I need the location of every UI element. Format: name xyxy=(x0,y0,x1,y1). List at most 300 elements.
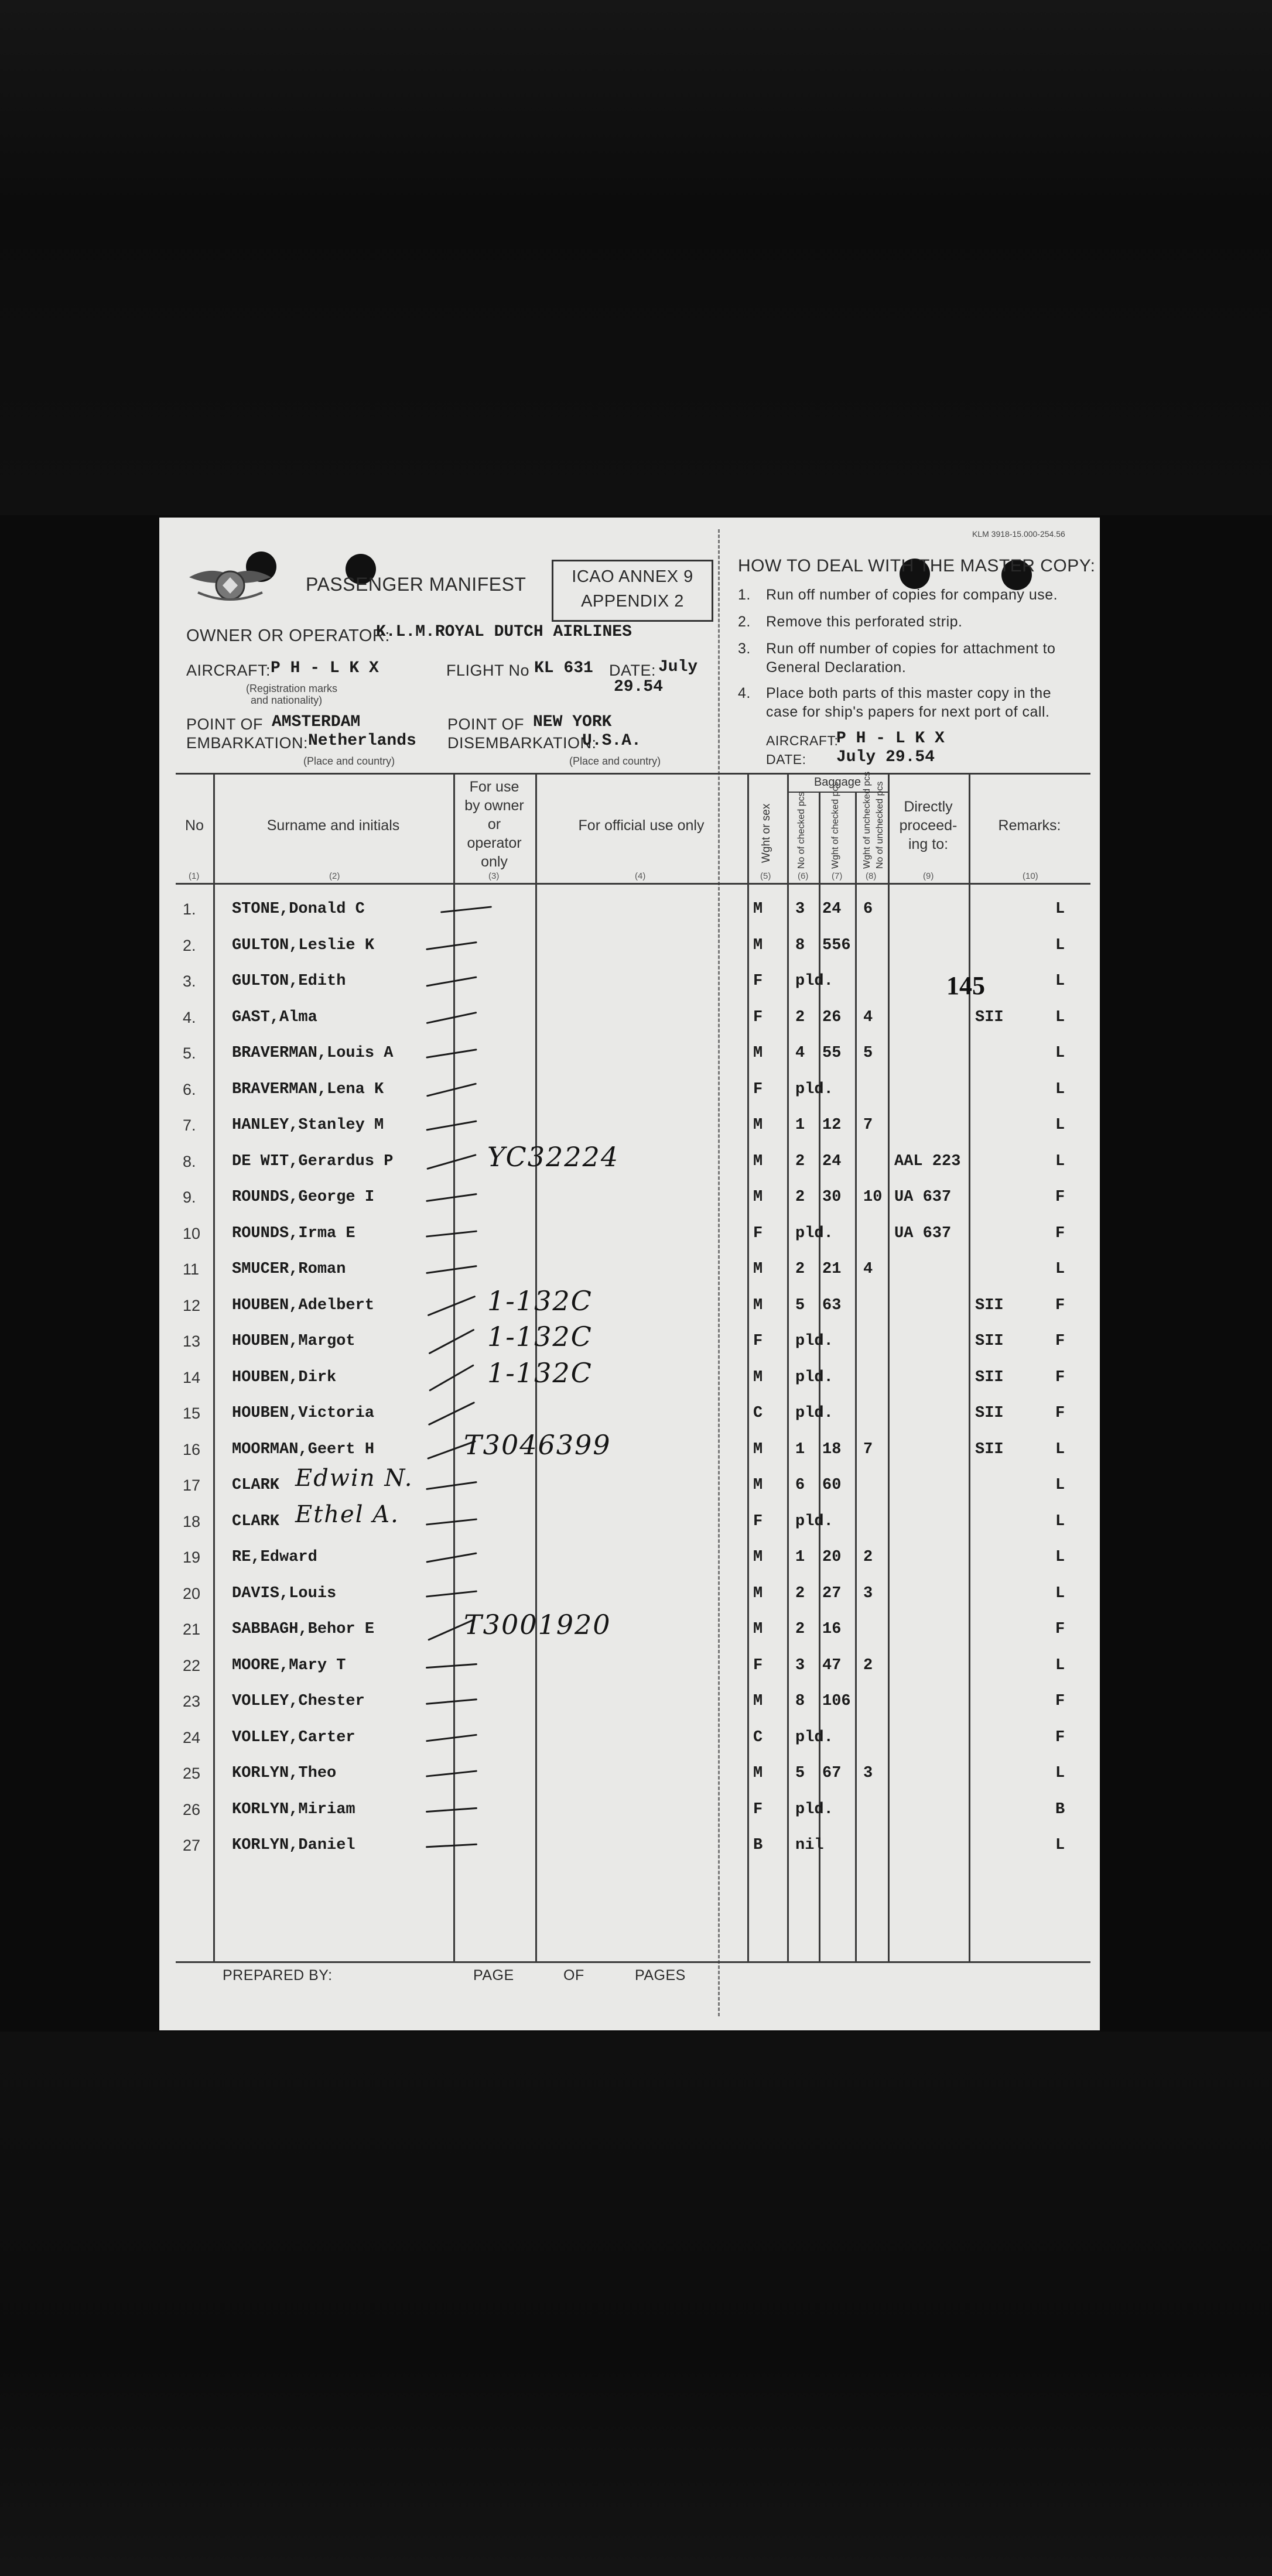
table-row xyxy=(159,1001,1100,1037)
destination: AAL 223 xyxy=(894,1152,961,1170)
baggage-weight: 12 xyxy=(822,1116,842,1134)
passenger-name: HOUBEN,Adelbert xyxy=(232,1296,375,1314)
baggage-weight: 20 xyxy=(822,1549,842,1566)
row-number: 6. xyxy=(183,1080,196,1098)
header-remarks: Remarks: xyxy=(998,817,1061,834)
manifest-title: PASSENGER MANIFEST xyxy=(306,574,526,595)
row-number: 13 xyxy=(183,1332,201,1350)
cabin-baggage: 7 xyxy=(863,1116,873,1134)
remark-code: F xyxy=(1055,1368,1065,1386)
passenger-name: HOUBEN,Victoria xyxy=(232,1405,375,1422)
passenger-name: KORLYN,Daniel xyxy=(232,1837,355,1854)
passenger-sex: M xyxy=(753,1693,763,1710)
baggage-pieces: 2 xyxy=(795,1621,805,1638)
flight-value: KL 631 xyxy=(534,659,593,677)
baggage-pieces: pld. xyxy=(795,1332,833,1350)
baggage-pieces: 5 xyxy=(795,1765,805,1782)
header-bag-weight: Wght of checked pcs xyxy=(830,782,840,869)
special-code: SII xyxy=(975,1368,1004,1386)
baggage-pieces: 6 xyxy=(795,1477,805,1494)
passenger-name: SMUCER,Roman xyxy=(232,1260,346,1278)
baggage-pieces: 1 xyxy=(795,1116,805,1134)
remark-code: F xyxy=(1055,1405,1065,1422)
instruction-text: Run off number of copies for attachment to xyxy=(766,640,1056,657)
handwritten-note: 1-132C xyxy=(487,1321,593,1352)
table-row xyxy=(159,892,1100,929)
passenger-sex: C xyxy=(753,1405,763,1422)
disembark-note: (Place and country) xyxy=(569,755,661,767)
baggage-pieces: nil xyxy=(795,1837,824,1854)
baggage-pieces: 2 xyxy=(795,1152,805,1170)
table-row xyxy=(159,1429,1100,1469)
table-row xyxy=(159,1609,1100,1649)
passenger-sex: C xyxy=(753,1728,763,1746)
passenger-sex: F xyxy=(753,1656,763,1674)
aircraft-label: AIRCRAFT: xyxy=(186,662,271,679)
passenger-name: CLARK xyxy=(232,1512,280,1530)
header-directly-line: proceed- xyxy=(899,817,958,834)
icao-annex-box xyxy=(552,560,713,622)
passenger-name: GULTON,Leslie K xyxy=(232,936,375,954)
row-number: 14 xyxy=(183,1368,201,1386)
check-mark xyxy=(426,1734,477,1742)
cabin-baggage: 2 xyxy=(863,1549,873,1566)
cabin-baggage: 2 xyxy=(863,1656,873,1674)
header-bag-number: No of unchecked pcs xyxy=(875,781,885,869)
row-number: 26 xyxy=(183,1800,201,1818)
remark-code: L xyxy=(1055,1008,1065,1026)
table-row xyxy=(159,1540,1100,1577)
remark-code: L xyxy=(1055,972,1065,990)
passenger-sex: F xyxy=(753,972,763,990)
check-mark xyxy=(426,1230,477,1237)
passenger-name: HANLEY,Stanley M xyxy=(232,1116,384,1134)
check-mark xyxy=(428,1329,474,1355)
header-owner-use-line: For use xyxy=(469,779,519,795)
remark-code: L xyxy=(1055,1512,1065,1530)
row-number: 2. xyxy=(183,936,196,954)
check-mark xyxy=(426,1663,477,1668)
passenger-name: DAVIS,Louis xyxy=(232,1584,337,1602)
passenger-name: KORLYN,Miriam xyxy=(232,1800,355,1818)
special-code: SII xyxy=(975,1405,1004,1422)
check-mark xyxy=(426,976,477,986)
check-mark xyxy=(426,941,477,950)
baggage-pieces: 1 xyxy=(795,1549,805,1566)
registration-note: and nationality) xyxy=(251,694,323,706)
strip-date-label: DATE: xyxy=(766,752,806,767)
baggage-weight: 21 xyxy=(822,1260,842,1278)
header-weight-sex: Wght or sex xyxy=(760,803,772,863)
baggage-pieces: 2 xyxy=(795,1188,805,1206)
instruction-number: 4. xyxy=(738,685,751,701)
stamp-number: 145 xyxy=(946,971,985,1000)
table-row xyxy=(159,929,1100,965)
passenger-name: SABBAGH,Behor E xyxy=(232,1621,375,1638)
check-mark xyxy=(426,1590,477,1597)
table-row xyxy=(159,1140,1100,1181)
col-number: (5) xyxy=(760,871,771,881)
check-mark xyxy=(426,1844,477,1848)
baggage-pieces: pld. xyxy=(795,1224,833,1242)
remark-code: L xyxy=(1055,1584,1065,1602)
manifest-document xyxy=(159,518,1100,2030)
handwritten-note: Ethel A. xyxy=(295,1501,399,1528)
remark-code: B xyxy=(1055,1800,1065,1818)
instruction-text: Remove this perforated strip. xyxy=(766,614,963,630)
handwritten-note: 1-132C xyxy=(487,1356,593,1389)
baggage-weight: 60 xyxy=(822,1477,842,1494)
passenger-name: ROUNDS,George I xyxy=(232,1188,375,1206)
passenger-sex: F xyxy=(753,1224,763,1242)
baggage-weight: 18 xyxy=(822,1440,842,1458)
baggage-pieces: pld. xyxy=(795,1368,833,1386)
registration-note: (Registration marks xyxy=(246,683,338,694)
remark-code: L xyxy=(1055,1549,1065,1566)
baggage-pieces: 5 xyxy=(795,1296,805,1314)
row-number: 16 xyxy=(183,1440,201,1458)
instruction-text: General Declaration. xyxy=(766,659,907,676)
remark-code: L xyxy=(1055,1116,1065,1134)
check-mark xyxy=(426,1083,477,1097)
passenger-sex: F xyxy=(753,1800,763,1818)
baggage-weight: 26 xyxy=(822,1008,842,1026)
table-row xyxy=(159,1321,1100,1361)
annex-line: ICAO ANNEX 9 xyxy=(572,567,693,586)
baggage-weight: 67 xyxy=(822,1765,842,1782)
check-mark xyxy=(426,1807,477,1812)
remark-code: L xyxy=(1055,1044,1065,1062)
passenger-name: VOLLEY,Chester xyxy=(232,1693,365,1710)
check-mark xyxy=(429,1364,474,1392)
col-number: (3) xyxy=(488,871,500,881)
cabin-baggage: 6 xyxy=(863,900,873,918)
embark-label: EMBARKATION: xyxy=(186,734,309,752)
col-number: (9) xyxy=(923,871,934,881)
row-number: 12 xyxy=(183,1296,201,1314)
strip-aircraft-label: AIRCRAFT: xyxy=(766,733,839,748)
handwritten-note: 1-132C xyxy=(487,1284,593,1317)
passenger-sex: M xyxy=(753,900,763,918)
special-code: SII xyxy=(975,1332,1004,1350)
row-number: 15 xyxy=(183,1405,201,1422)
special-code: SII xyxy=(975,1296,1004,1314)
row-number: 21 xyxy=(183,1621,201,1638)
passenger-name: KORLYN,Theo xyxy=(232,1765,337,1782)
table-row xyxy=(159,1073,1100,1109)
table-row xyxy=(159,1108,1100,1145)
disembark-city: NEW YORK xyxy=(533,713,612,731)
passenger-sex: M xyxy=(753,1477,763,1494)
row-number: 22 xyxy=(183,1656,201,1674)
passenger-sex: M xyxy=(753,1260,763,1278)
col-number: (10) xyxy=(1023,871,1038,881)
row-number: 9. xyxy=(183,1188,196,1206)
baggage-pieces: 4 xyxy=(795,1044,805,1062)
check-mark xyxy=(426,1153,476,1169)
remark-code: F xyxy=(1055,1188,1065,1206)
table-row xyxy=(159,1756,1100,1793)
baggage-pieces: 2 xyxy=(795,1260,805,1278)
check-mark xyxy=(426,1120,477,1131)
remark-code: F xyxy=(1055,1296,1065,1314)
passenger-sex: M xyxy=(753,936,763,954)
cabin-baggage: 5 xyxy=(863,1044,873,1062)
row-number: 17 xyxy=(183,1477,201,1494)
baggage-pieces: pld. xyxy=(795,1800,833,1818)
remark-code: L xyxy=(1055,1440,1065,1458)
table-row xyxy=(159,1828,1100,1865)
baggage-pieces: pld. xyxy=(795,1080,833,1098)
table-row xyxy=(159,1356,1100,1397)
header-owner-use-line: only xyxy=(481,854,508,870)
remark-code: F xyxy=(1055,1693,1065,1710)
col-number: (2) xyxy=(329,871,340,881)
baggage-weight: 556 xyxy=(822,936,851,954)
passenger-sex: M xyxy=(753,1584,763,1602)
check-mark xyxy=(426,1770,477,1777)
remark-code: L xyxy=(1055,1837,1065,1854)
passenger-sex: M xyxy=(753,1765,763,1782)
row-number: 23 xyxy=(183,1693,201,1710)
col-number: (7) xyxy=(832,871,843,881)
date-value: July xyxy=(658,658,698,676)
passenger-sex: M xyxy=(753,1368,763,1386)
form-code: KLM 3918-15.000-254.56 xyxy=(972,529,1065,539)
disembark-label: DISEMBARKATION: xyxy=(447,734,597,752)
remark-code: F xyxy=(1055,1728,1065,1746)
embark-city: AMSTERDAM xyxy=(272,713,361,731)
baggage-weight: 30 xyxy=(822,1188,842,1206)
table-row xyxy=(159,1684,1100,1721)
check-mark xyxy=(426,1518,477,1525)
destination: UA 637 xyxy=(894,1188,952,1206)
handwritten-note: YC32224 xyxy=(487,1140,620,1173)
cabin-baggage: 10 xyxy=(863,1188,883,1206)
row-number: 3. xyxy=(183,972,196,990)
passenger-sex: F xyxy=(753,1080,763,1098)
remark-code: L xyxy=(1055,1080,1065,1098)
row-number: 1. xyxy=(183,900,196,918)
aircraft-value: P H - L K X xyxy=(271,659,379,677)
row-number: 20 xyxy=(183,1584,201,1602)
handwritten-note: T3001920 xyxy=(464,1609,611,1640)
passenger-name: CLARK xyxy=(232,1477,280,1494)
baggage-weight: 24 xyxy=(822,1152,842,1170)
baggage-pieces: pld. xyxy=(795,972,833,990)
strip-date-value: July 29.54 xyxy=(836,748,935,766)
passenger-sex: M xyxy=(753,1152,763,1170)
col-number: (6) xyxy=(798,871,809,881)
remark-code: L xyxy=(1055,1477,1065,1494)
table-top-border xyxy=(176,773,1090,775)
passenger-name: HOUBEN,Dirk xyxy=(232,1368,337,1386)
owner-value: K.L.M.ROYAL DUTCH AIRLINES xyxy=(376,623,632,641)
baggage-weight: 63 xyxy=(822,1296,842,1314)
table-row xyxy=(159,1036,1100,1073)
table-row xyxy=(159,1217,1100,1253)
flight-label: FLIGHT No xyxy=(446,662,530,679)
header-owner-use-line: by owner xyxy=(464,797,524,814)
col-number: (1) xyxy=(189,871,200,881)
passenger-name: STONE,Donald C xyxy=(232,900,365,918)
check-mark xyxy=(426,1049,477,1059)
instruction-text: Place both parts of this master copy in the xyxy=(766,685,1052,701)
passenger-sex: M xyxy=(753,1296,763,1314)
header-directly-line: ing to: xyxy=(908,836,949,852)
passenger-name: BRAVERMAN,Louis A xyxy=(232,1044,394,1062)
remark-code: L xyxy=(1055,900,1065,918)
strip-aircraft-value: P H - L K X xyxy=(836,729,945,748)
remark-code: L xyxy=(1055,1656,1065,1674)
passenger-sex: M xyxy=(753,1621,763,1638)
cabin-baggage: 3 xyxy=(863,1765,873,1782)
check-mark xyxy=(440,906,492,913)
remark-code: F xyxy=(1055,1332,1065,1350)
appendix-line: APPENDIX 2 xyxy=(581,592,684,611)
passenger-name: VOLLEY,Carter xyxy=(232,1728,355,1746)
row-number: 24 xyxy=(183,1728,201,1746)
check-mark xyxy=(426,1481,477,1490)
of-label: OF xyxy=(563,1967,584,1984)
remark-code: L xyxy=(1055,1152,1065,1170)
check-mark xyxy=(426,1552,477,1563)
baggage-pieces: 8 xyxy=(795,936,805,954)
passenger-sex: F xyxy=(753,1332,763,1350)
header-baggage: Baggage xyxy=(813,776,861,789)
table-row xyxy=(159,1577,1100,1613)
embark-label: POINT OF xyxy=(186,715,264,733)
passenger-sex: M xyxy=(753,1440,763,1458)
table-row xyxy=(159,1649,1100,1685)
instructions-title: HOW TO DEAL WITH THE MASTER COPY: xyxy=(738,556,1096,576)
passenger-name: BRAVERMAN,Lena K xyxy=(232,1080,384,1098)
table-row xyxy=(159,964,1100,1001)
prepared-by-label: PREPARED BY: xyxy=(223,1967,333,1984)
table-row xyxy=(159,1284,1100,1325)
date-label: DATE: xyxy=(609,662,656,679)
passenger-name: ROUNDS,Irma E xyxy=(232,1224,355,1242)
film-border-top xyxy=(0,0,1272,515)
baggage-pieces: 3 xyxy=(795,900,805,918)
page-label: PAGE xyxy=(473,1967,514,1984)
table-header-border xyxy=(176,883,1090,885)
passenger-sex: F xyxy=(753,1008,763,1026)
col-number: (4) xyxy=(635,871,646,881)
klm-logo-icon xyxy=(186,560,274,609)
table-row xyxy=(159,1721,1100,1757)
baggage-weight: 55 xyxy=(822,1044,842,1062)
header-official: For official use only xyxy=(578,817,705,834)
header-surname: Surname and initials xyxy=(266,817,400,834)
passenger-sex: M xyxy=(753,1188,763,1206)
remark-code: L xyxy=(1055,1765,1065,1782)
baggage-weight: 27 xyxy=(822,1584,842,1602)
baggage-pieces: 1 xyxy=(795,1440,805,1458)
cabin-baggage: 7 xyxy=(863,1440,873,1458)
cabin-baggage: 4 xyxy=(863,1008,873,1026)
table-row xyxy=(159,1501,1100,1541)
header-owner-use-line: or xyxy=(487,816,501,833)
remark-code: F xyxy=(1055,1621,1065,1638)
passenger-name: MOORMAN,Geert H xyxy=(232,1440,375,1458)
header-no: No xyxy=(185,817,204,834)
header-directly xyxy=(888,797,969,854)
remark-code: L xyxy=(1055,936,1065,954)
embark-note: (Place and country) xyxy=(303,755,395,767)
date-value: 29.54 xyxy=(614,678,664,696)
baggage-pieces: 8 xyxy=(795,1693,805,1710)
row-number: 7. xyxy=(183,1116,196,1134)
baggage-pieces: pld. xyxy=(795,1512,833,1530)
remark-code: F xyxy=(1055,1224,1065,1242)
header-bag-pieces: No of checked pcs xyxy=(796,792,806,869)
header-owner-use-line: operator xyxy=(467,835,522,851)
passenger-name: GAST,Alma xyxy=(232,1008,317,1026)
cabin-baggage: 3 xyxy=(863,1584,873,1602)
row-number: 27 xyxy=(183,1837,201,1854)
row-number: 10 xyxy=(183,1224,201,1242)
passenger-sex: B xyxy=(753,1837,763,1854)
col-number: (8) xyxy=(866,871,877,881)
check-mark xyxy=(426,1265,477,1274)
handwritten-note: T3046399 xyxy=(464,1429,611,1461)
baggage-weight: 24 xyxy=(822,900,842,918)
header-bag-cabin: Wght of unchecked pcs xyxy=(862,771,872,869)
table-row xyxy=(159,1396,1100,1433)
baggage-weight: 106 xyxy=(822,1693,851,1710)
special-code: SII xyxy=(975,1008,1004,1026)
check-mark xyxy=(428,1402,475,1426)
baggage-pieces: 2 xyxy=(795,1584,805,1602)
instruction-text: Run off number of copies for company use. xyxy=(766,587,1058,603)
passenger-sex: F xyxy=(753,1512,763,1530)
row-number: 8. xyxy=(183,1152,196,1170)
instruction-number: 3. xyxy=(738,640,751,657)
baggage-weight: 47 xyxy=(822,1656,842,1674)
handwritten-note: Edwin N. xyxy=(295,1465,413,1492)
row-number: 25 xyxy=(183,1765,201,1782)
baggage-pieces: 3 xyxy=(795,1656,805,1674)
header-owner-use xyxy=(453,777,535,871)
instruction-number: 1. xyxy=(738,587,751,603)
remark-code: L xyxy=(1055,1260,1065,1278)
passenger-name: DE WIT,Gerardus P xyxy=(232,1152,394,1170)
passenger-sex: M xyxy=(753,1044,763,1062)
header-directly-line: Directly xyxy=(904,799,953,815)
check-mark xyxy=(426,1193,477,1202)
row-number: 5. xyxy=(183,1044,196,1062)
table-row xyxy=(159,1180,1100,1217)
table-row xyxy=(159,1465,1100,1505)
film-border-bottom xyxy=(0,2032,1272,2576)
row-number: 18 xyxy=(183,1512,201,1530)
disembark-label: POINT OF xyxy=(447,715,525,733)
passenger-name: RE,Edward xyxy=(232,1549,317,1566)
check-mark xyxy=(426,1698,477,1705)
table-row xyxy=(159,1793,1100,1829)
cabin-baggage: 4 xyxy=(863,1260,873,1278)
check-mark xyxy=(428,1295,476,1316)
row-number: 11 xyxy=(183,1260,200,1278)
special-code: SII xyxy=(975,1440,1004,1458)
passenger-name: MOORE,Mary T xyxy=(232,1656,346,1674)
instruction-text: case for ship's papers for next port of call. xyxy=(766,704,1050,720)
row-number: 4. xyxy=(183,1008,196,1026)
instruction-number: 2. xyxy=(738,614,751,630)
passenger-name: GULTON,Edith xyxy=(232,972,346,990)
owner-label: OWNER OR OPERATOR: xyxy=(186,626,390,645)
